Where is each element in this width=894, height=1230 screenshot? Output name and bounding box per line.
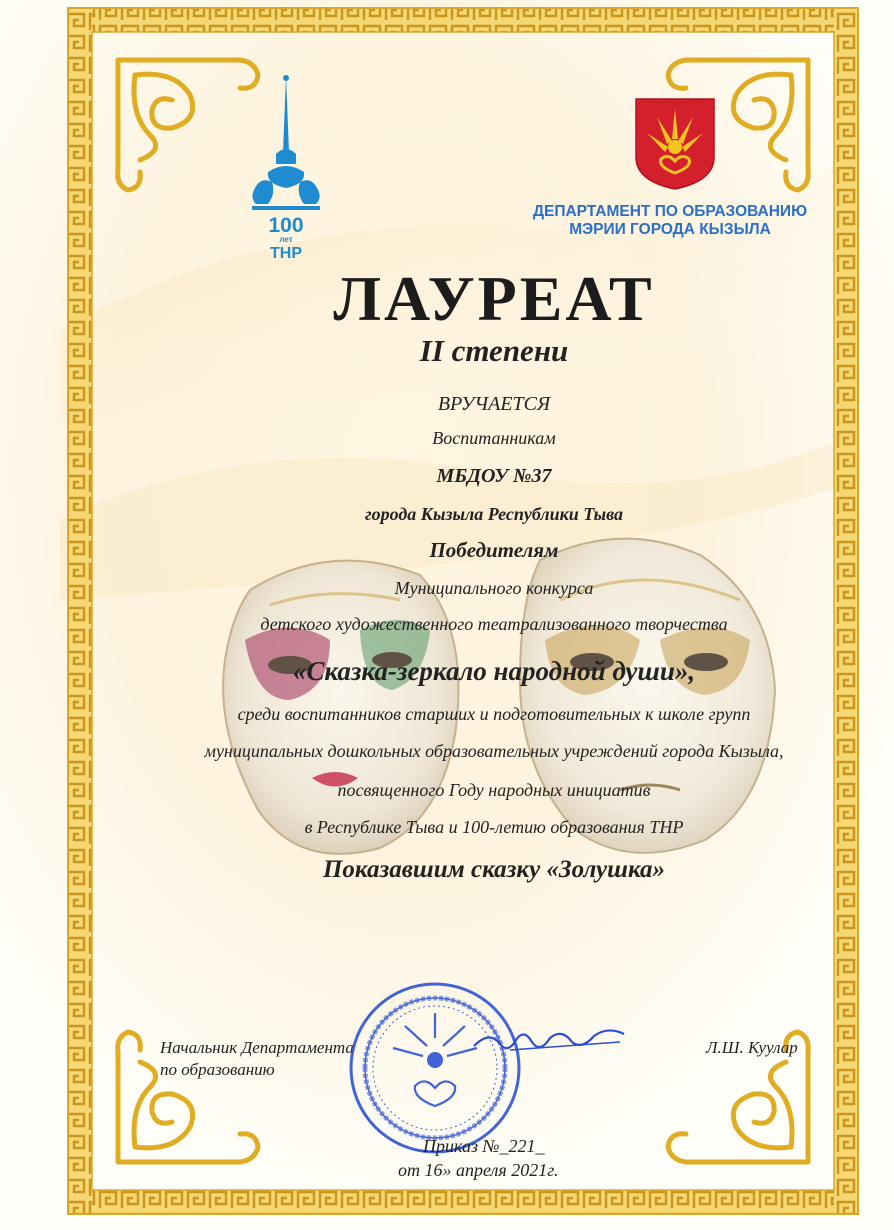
- corner-ornament-top-left: [118, 60, 258, 190]
- contest-line-2: детского художественного театрализованного творчества: [260, 614, 728, 634]
- logo-abbreviation: ТНР: [270, 245, 302, 262]
- logo-small-text: лет: [279, 235, 293, 244]
- degree: II степени: [419, 333, 569, 368]
- signatory-position-line1: Начальник Департамента: [160, 1038, 354, 1057]
- handwritten-signature: [470, 1020, 630, 1060]
- shown-tale: Показавшим сказку «Золушка»: [322, 856, 665, 883]
- contest-name: «Сказка-зеркало народной души»,: [292, 656, 696, 686]
- winners-label: Победителям: [429, 538, 559, 562]
- institution-name: МБДОУ №37: [436, 465, 552, 487]
- certificate-title: ЛАУРЕАТ: [333, 263, 655, 334]
- contest-line-1: Муниципального конкурса: [394, 578, 594, 598]
- city-emblem-icon: [634, 97, 716, 191]
- presented-label: ВРУЧАЕТСЯ: [437, 393, 551, 415]
- description-line-2: муниципальных дошкольных образовательных учреждений города Кызыла,: [204, 741, 784, 761]
- signatory-name: Л.Ш. Куулар: [706, 1038, 798, 1057]
- order-number: Приказ №_221_: [423, 1136, 545, 1156]
- anniversary-logo: [246, 72, 326, 262]
- city-name: города Кызыла Республики Тыва: [364, 504, 624, 524]
- department-name-line1: ДЕПАРТАМЕНТ ПО ОБРАЗОВАНИЮ: [532, 203, 808, 220]
- logo-number: 100: [268, 214, 304, 237]
- department-name-line2: МЭРИИ ГОРОДА КЫЗЫЛА: [569, 221, 771, 238]
- description-line-1: среди воспитанников старших и подготовительных к школе групп: [237, 704, 751, 724]
- order-date: от 16» апреля 2021г.: [398, 1160, 559, 1180]
- description-line-4: в Республике Тыва и 100-летию образования ТНР: [304, 817, 684, 837]
- description-line-3: посвященного Году народных инициатив: [337, 780, 651, 800]
- official-stamp: [345, 978, 525, 1158]
- recipient-label: Воспитанникам: [432, 428, 556, 448]
- signatory-position-line2: по образованию: [160, 1060, 275, 1079]
